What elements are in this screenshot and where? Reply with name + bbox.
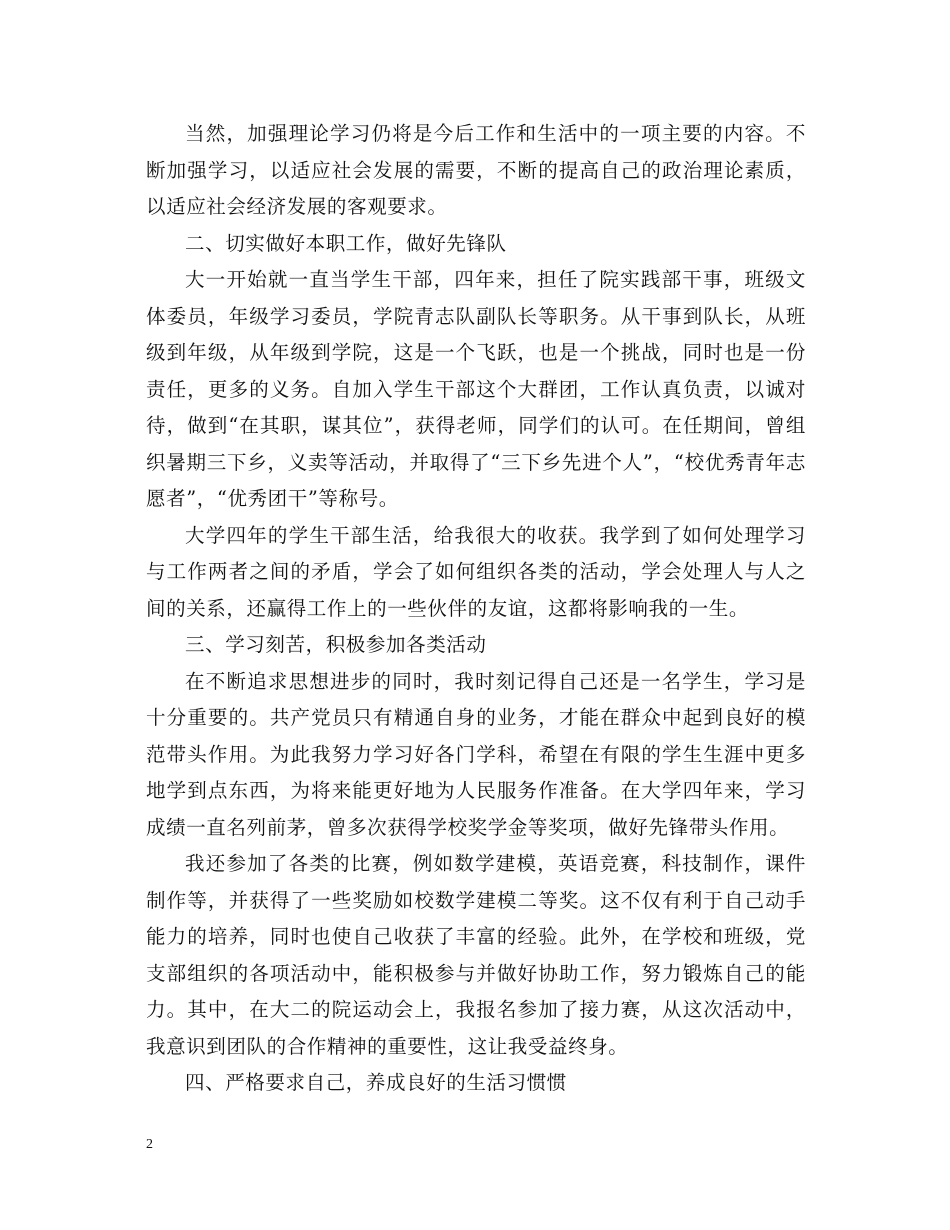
document-body (146, 116, 806, 1102)
heading-section-4: 四、严格要求自己，养成良好的生活习惯惯 (185, 1071, 567, 1094)
paragraph-study-hard: 在不断追求思想进步的同时，我时刻记得自己还是一名学生，学习是十分重要的。共产党员只有精通自身的业务，才能在群众中起到良好的模范带头作用。为此我努力学习好各门学科，希望在有限的学生生涯中更多地学到点东西，为将来能更好地为人民服务作准备。在大学四年来，学习成绩一直名列前茅，曾多次获得学校奖学金等奖项，做好先锋带头作用。 (146, 669, 806, 839)
page-number: 2 (146, 1137, 153, 1152)
heading-section-2: 二、切实做好本职工作，做好先锋队 (185, 231, 507, 255)
paragraph-cadre-gains: 大学四年的学生干部生活，给我很大的收获。我学到了如何处理学习与工作两者之间的矛盾，学会了如何组织各类的活动，学会处理人与人之间的关系，还赢得工作上的一些伙伴的友谊，这都将影响我的一生。 (146, 523, 806, 620)
paragraph-student-cadre: 大一开始就一直当学生干部，四年来，担任了院实践部干事，班级文体委员，年级学习委员，学院青志队副队长等职务。从干事到队长，从班级到年级，从年级到学院，这是一个飞跃，也是一个挑战，同时也是一份责任，更多的义务。自加入学生干部这个大群团，工作认真负责，以诚对待，做到“在其职，谋其位”，获得老师，同学们的认可。在任期间，曾组织暑期三下乡，义卖等活动，并取得了“三下乡先进个人”，“校优秀青年志愿者”，“优秀团干”等称号。 (146, 268, 806, 510)
heading-section-3: 三、学习刻苦，积极参加各类活动 (185, 633, 487, 656)
paragraph-theory-study: 当然，加强理论学习仍将是今后工作和生活中的一项主要的内容。不断加强学习，以适应社会发展的需要，不断的提高自己的政治理论素质，以适应社会经济发展的客观要求。 (146, 122, 806, 218)
paragraph-competitions: 我还参加了各类的比赛，例如数学建模，英语竞赛，科技制作，课件制作等，并获得了一些奖励如校数学建模二等奖。这不仅有利于自己动手能力的培养，同时也使自己收获了丰富的经验。此外，在学校和班级，党支部组织的各项活动中，能积极参与并做好协助工作，努力锻炼自己的能力。其中，在大二的院运动会上，我报名参加了接力赛，从这次活动中，我意识到团队的合作精神的重要性，这让我受益终身。 (146, 852, 806, 1058)
